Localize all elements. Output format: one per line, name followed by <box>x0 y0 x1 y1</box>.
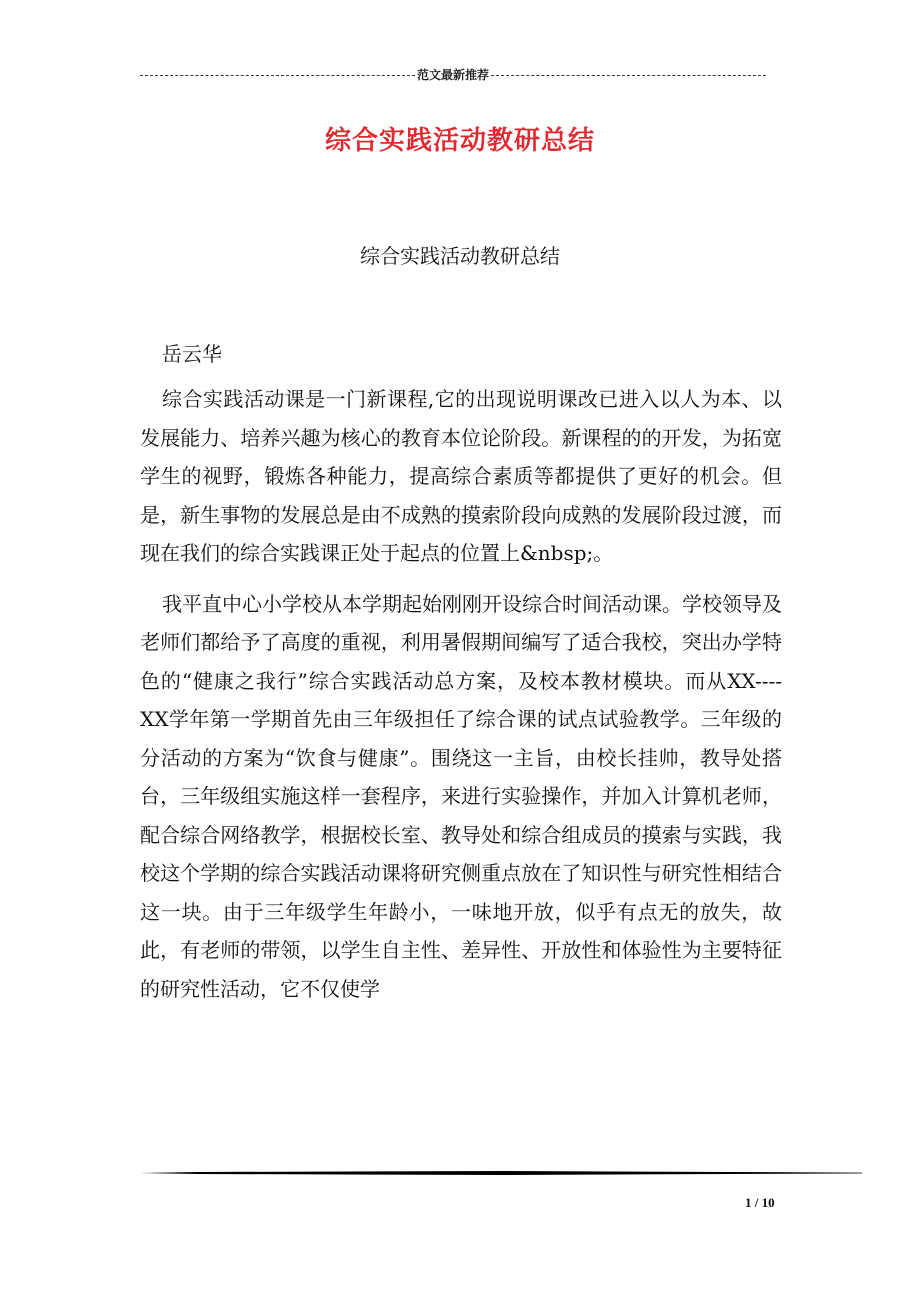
header-dash-left <box>140 75 415 76</box>
paragraph-1: 综合实践活动课是一门新课程,它的出现说明课改已进入以人为本、以发展能力、培养兴趣为核心的教育本位论阶段。新课程的的开发，为拓宽学生的视野，锻炼各种能力，提高综合素质等都提供了更好的机会。但是，新生事物的发展总是由不成熟的摸索阶段向成熟的发展阶段过渡，而现在我们的综合实践课正处于起点的位置上&nbsp;。 <box>140 387 782 565</box>
header-dash-right <box>491 75 766 76</box>
paragraph-2: 我平直中心小学校从本学期起始刚刚开设综合时间活动课。学校领导及老师们都给予了高度的重视，利用暑假期间编写了适合我校，突出办学特色的“健康之我行”综合实践活动总方案，及校本教材模块。而从XX----XX学年第一学期首先由三年级担任了综合课的试点试验教学。三年级的分活动的方案为“饮食与健康”。围绕这一主旨，由校长挂帅，教导处搭台，三年级组实施这样一套程序，来进行实验操作，并加入计算机老师，配合综合网络教学，根据校长室、教导处和综合组成员的摸索与实践，我校这个学期的综合实践活动课将研究侧重点放在了知识性与研究性相结合这一块。由于三年级学生年龄小，一味地开放，似乎有点无的放失，故此，有老师的带领，以学生自主性、差异性、开放性和体验性为主要特征的研究性活动，它不仅使学 <box>140 591 782 1001</box>
author-name: 岳云华 <box>162 342 222 366</box>
footer-divider <box>140 1171 862 1175</box>
page-number: 1 / 10 <box>745 1195 775 1210</box>
document-subtitle: 综合实践活动教研总结 <box>360 244 560 268</box>
document-body <box>140 380 782 1008</box>
header-label: 范文最新推荐 <box>417 68 490 82</box>
page-header <box>140 66 766 83</box>
document-title: 综合实践活动教研总结 <box>324 126 595 156</box>
